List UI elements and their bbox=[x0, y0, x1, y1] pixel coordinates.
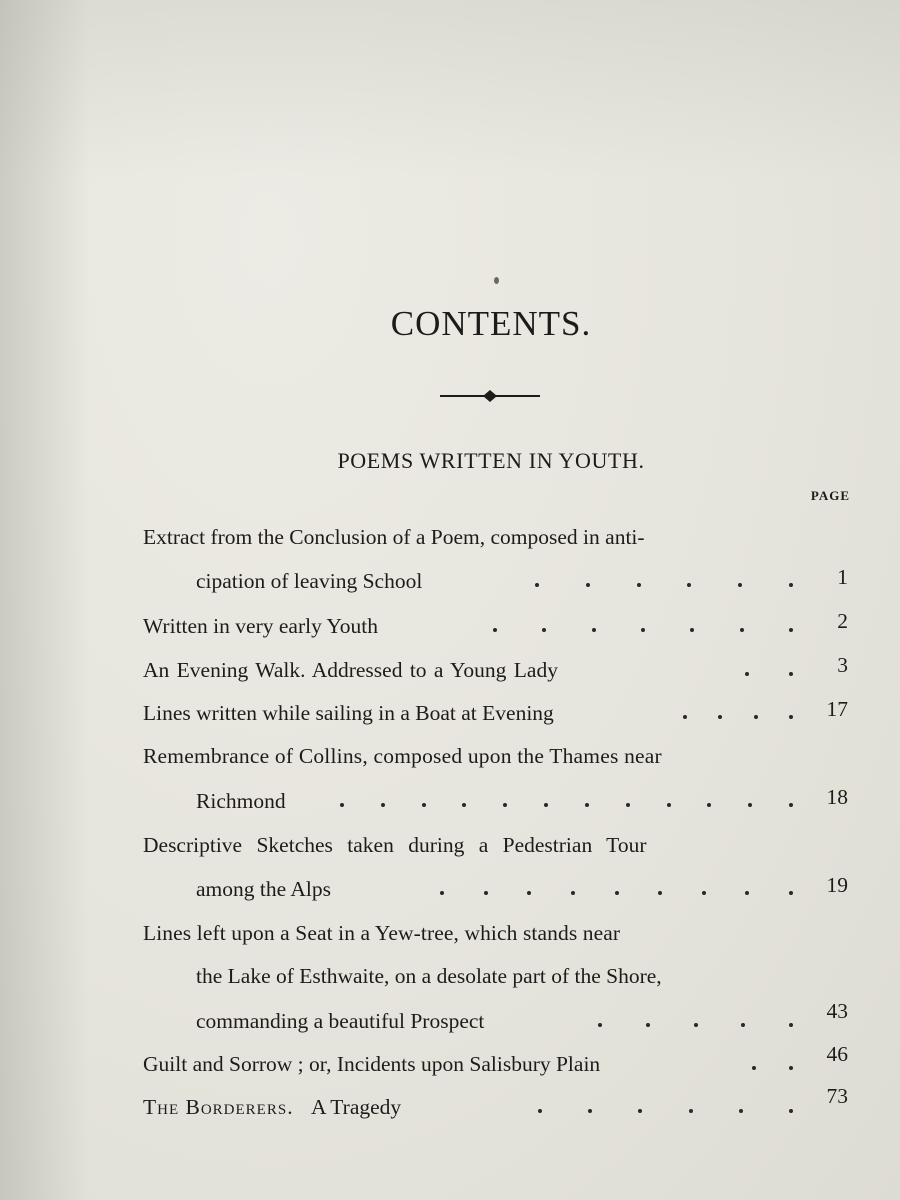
toc-entry-title: Descriptive Sketches taken during a Pedestrian Tour bbox=[143, 833, 647, 857]
toc-entry-title: Lines left upon a Seat in a Yew-tree, which stands near bbox=[143, 921, 621, 945]
toc-page-number: 2 bbox=[837, 609, 848, 633]
toc-entry-title: Extract from the Conclusion of a Poem, composed in anti- bbox=[143, 525, 645, 549]
toc-entry-subtitle: A Tragedy bbox=[310, 1095, 402, 1119]
toc-page-number: 73 bbox=[826, 1084, 848, 1108]
toc-entry-line bbox=[143, 527, 793, 549]
toc-entry-continuation: Richmond bbox=[196, 789, 286, 813]
toc-entry-continuation: cipation of leaving School bbox=[196, 569, 423, 593]
toc-entry-continuation: the Lake of Esthwaite, on a desolate part of the Shore, bbox=[196, 964, 662, 988]
section-heading: POEMS WRITTEN IN YOUTH. bbox=[337, 448, 645, 473]
toc-page-number: 18 bbox=[826, 785, 848, 809]
toc-page-number: 17 bbox=[826, 697, 848, 721]
toc-entry-title: Guilt and Sorrow ; or, Incidents upon Salisbury Plain bbox=[143, 1052, 601, 1076]
toc-entry-continuation: commanding a beautiful Prospect bbox=[196, 1009, 485, 1033]
toc-page-number: 3 bbox=[837, 653, 848, 677]
toc-page-number: 46 bbox=[826, 1042, 848, 1066]
leader-dots bbox=[340, 791, 793, 807]
toc-page-number: 43 bbox=[826, 999, 848, 1023]
leader-dots bbox=[535, 571, 793, 587]
page-column-label: PAGE bbox=[810, 488, 850, 503]
page-title: CONTENTS. bbox=[390, 304, 592, 343]
toc-entry-title: Lines written while sailing in a Boat at Evening bbox=[143, 701, 554, 725]
toc-entry-continuation: among the Alps bbox=[196, 877, 331, 901]
leader-dots bbox=[745, 660, 793, 676]
toc-entry-title: An Evening Walk. Addressed to a Young Lady bbox=[143, 658, 558, 682]
leader-dots bbox=[493, 616, 793, 632]
leader-dots bbox=[752, 1054, 793, 1070]
toc-entry-title: Remembrance of Collins, composed upon the Thames near bbox=[143, 744, 662, 768]
toc-page-number: 19 bbox=[826, 873, 848, 897]
toc-page-number: 1 bbox=[837, 565, 848, 589]
leader-dots bbox=[440, 879, 793, 895]
leader-dots bbox=[538, 1097, 793, 1113]
leader-dots bbox=[683, 703, 793, 719]
leader-dots bbox=[598, 1011, 793, 1027]
toc-entry-title-caps: The Borderers. bbox=[143, 1095, 294, 1119]
toc-entry-line bbox=[143, 1097, 401, 1119]
toc-entry-title: Written in very early Youth bbox=[143, 614, 378, 638]
